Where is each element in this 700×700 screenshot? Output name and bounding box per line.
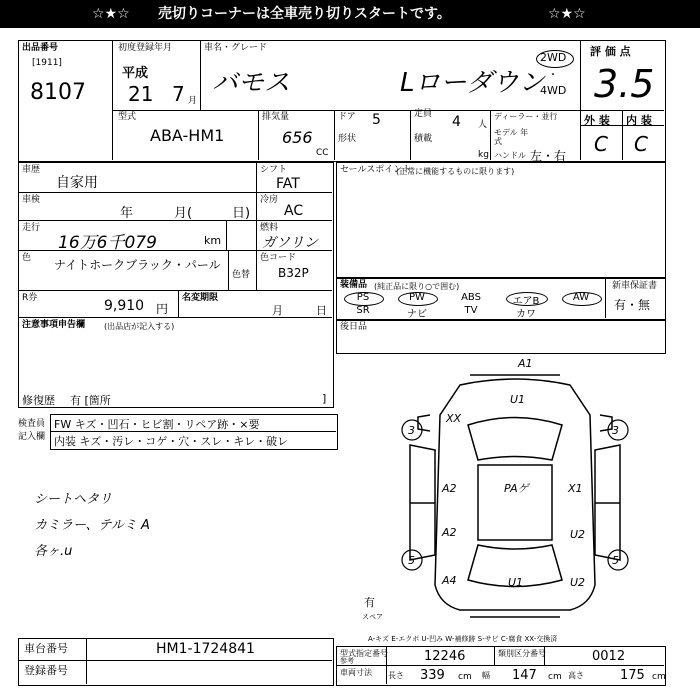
equip-tv: TV [464,305,478,316]
first-reg-label: 初度登録年月 [118,43,173,53]
color-code-label: 色コード [260,253,297,263]
after-sale-label: 後日品 [340,322,368,332]
note-line-3: 各ヶ.u [34,544,73,559]
sales-point-frame [336,162,666,278]
size-label: 車両寸法 [340,668,372,677]
lot-label: 出品番号 [22,43,59,53]
capacity-unit: 人 [478,120,488,130]
sales-point-label: セールスポイント [340,165,412,175]
details-frame [18,162,334,408]
repair-value: 有 [箇所 [70,394,111,407]
lot-number: 8107 [30,80,86,105]
equip-abs: ABS [461,292,481,303]
mark-rear-left-a4: A4 [442,574,457,587]
exterior-label: 外 装 [584,114,610,127]
banner-stars-right: ☆★☆ [548,6,586,22]
length-label: 長さ [388,671,404,680]
equip-aw: AW [572,292,590,303]
mark-rear-right-u2: U2 [570,576,586,589]
score-label: 評 価 点 [590,45,631,58]
exterior-grade: C [594,132,608,156]
equipment-sub: (純正品に限り○で囲む) [374,282,460,291]
diagram-legend: A-キズ E-エクボ U-凹み W-補修跡 S-サビ C-腐食 XX-交換済 [368,635,558,643]
inspection-day: 日) [232,206,251,221]
model-label: 型式 [118,112,137,122]
length: 339 [420,668,445,683]
inspection-year: 年 [120,206,134,221]
shift: FAT [276,176,300,192]
note-line-2: カミラー、テルミ A [34,518,150,533]
displacement-unit: CC [316,148,329,158]
repair-label: 修復歴 [22,394,55,407]
mark-wheel-rl: 5 [408,554,415,567]
color-change-label: 色替 [232,270,251,280]
top-banner [0,0,700,28]
banner-stars-left: ☆★☆ [92,6,130,22]
weight-unit: kg [478,150,489,160]
height-unit: cm [652,672,666,682]
note-line-1: シートヘタリ [34,492,113,507]
inspector-label-bottom: 記入欄 [18,432,46,442]
model-year-label: モデル 年式 [494,128,529,146]
height-label: 高さ [568,671,584,680]
interior-grade: C [634,132,648,156]
type-cert-ref: 参考 [340,657,354,665]
name-change-day: 日 [316,304,327,317]
shape-label: 形状 [338,134,357,144]
score-value: 3.5 [594,62,655,106]
capacity-label: 定員 [414,109,433,119]
mark-rear-u1: U1 [508,576,524,589]
type-cert: 12246 [424,649,466,664]
color-label: 色 [22,253,32,263]
width-unit: cm [548,672,562,682]
doors-label: ドア [338,112,356,122]
ac-label: 冷房 [260,195,279,205]
color: ナイトホークブラック・パール [54,258,221,272]
era: 平成 [122,66,149,81]
equip-sr: SR [356,305,370,316]
name-change-month: 月 [272,304,283,317]
notes-sub: (出品店が記入する) [104,322,175,331]
lot-code: [1911] [32,58,62,68]
car-grade: Lローダウン [400,68,545,98]
interior-label: 内 装 [626,114,652,127]
mark-roof: PAゲ [504,482,529,495]
warranty: 有・無 [614,298,651,312]
inspection-label: 車検 [22,195,41,205]
mark-right-door-x1: X1 [568,482,583,495]
inspector-interior: 内装 キズ・汚レ・コゲ・穴・スレ・キレ・破レ [54,435,289,448]
mark-front-a1: A1 [518,357,533,370]
recycle-label: R券 [22,293,38,303]
mileage-unit: km [204,234,222,247]
notes-label: 注意事項申告欄 [22,320,86,330]
handle-label: ハンドル [494,151,526,160]
mark-left-rear-a2: A2 [442,526,457,539]
equip-navi: ナビ [407,309,427,320]
mileage-label: 走行 [22,223,41,233]
equip-leather: カワ [516,309,536,320]
inspection-month: 月( [174,206,193,221]
width: 147 [512,668,537,683]
usage: 自家用 [56,175,98,191]
mark-fender-xx: XX [446,412,462,425]
frame-number: HM1-1724841 [156,641,255,657]
handle: 左・右 [530,149,567,163]
name-change-label: 名変期限 [182,293,219,303]
repair-close: ] [322,392,327,405]
height: 175 [620,668,645,683]
drive-2wd: 2WD [540,51,567,64]
displacement-label: 排気量 [262,112,290,122]
ac: AC [284,203,304,219]
capacity: 4 [452,114,461,130]
banner-text: 売切りコーナーは全車売り切りスタートです。 [158,6,451,22]
warranty-label: 新車保証書 [612,281,658,291]
mark-left-door-a2: A2 [442,482,457,495]
car-name-label: 車名・グレード [204,43,268,53]
doors: 5 [372,112,381,128]
reg-month-unit: 月 [188,96,198,106]
width-label: 幅 [482,671,490,680]
displacement: 656 [282,128,313,147]
load-label: 積載 [414,134,433,144]
after-sale-frame [336,320,666,354]
fuel: ガソリン [262,235,318,251]
mark-wheel-fl: 3 [408,424,415,437]
type-cert-label: 型式指定番号 [340,649,388,658]
equip-ps: PS [356,292,370,303]
frame-number-label: 車台番号 [24,642,68,655]
color-code: B32P [278,266,309,280]
mileage: 16万6千079 [58,233,157,253]
usage-label: 車歴 [22,165,41,175]
class-label: 類別区分番号 [498,649,546,658]
dealer-label: ディーラー・並行 [494,112,558,121]
mark-hood-u1: U1 [510,393,526,406]
sales-point-sub: (正常に機能するものに限ります) [396,167,515,176]
car-name: バモス [212,68,291,98]
drive-4wd: 4WD [540,84,567,97]
equip-airbag: エアB [512,296,540,307]
class-number: 0012 [592,649,626,664]
recycle-unit: 円 [156,302,169,316]
mark-wheel-rr: 5 [612,554,619,567]
inspector-exterior: FW キズ・凹石・ヒビ割・リペア跡・×要 [54,418,260,431]
inspector-label-top: 検査員 [18,419,46,429]
mark-wheel-fr: 3 [612,424,619,437]
fuel-label: 燃料 [260,223,279,233]
reg-month: 7 [172,82,185,106]
equip-pw: PW [409,292,425,303]
reg-year: 21 [128,82,154,106]
equipment-label: 装備品 [340,280,368,290]
spare-label: スペア [362,613,383,621]
mark-right-rear-u2: U2 [570,528,586,541]
shift-label: シフト [260,165,288,175]
recycle-amount: 9,910 [104,298,145,314]
length-unit: cm [458,672,472,682]
registration-label: 登録番号 [24,664,68,677]
mark-spare: 有 [364,596,375,609]
model: ABA-HM1 [150,126,225,145]
drive-dot: ・ [548,70,558,81]
